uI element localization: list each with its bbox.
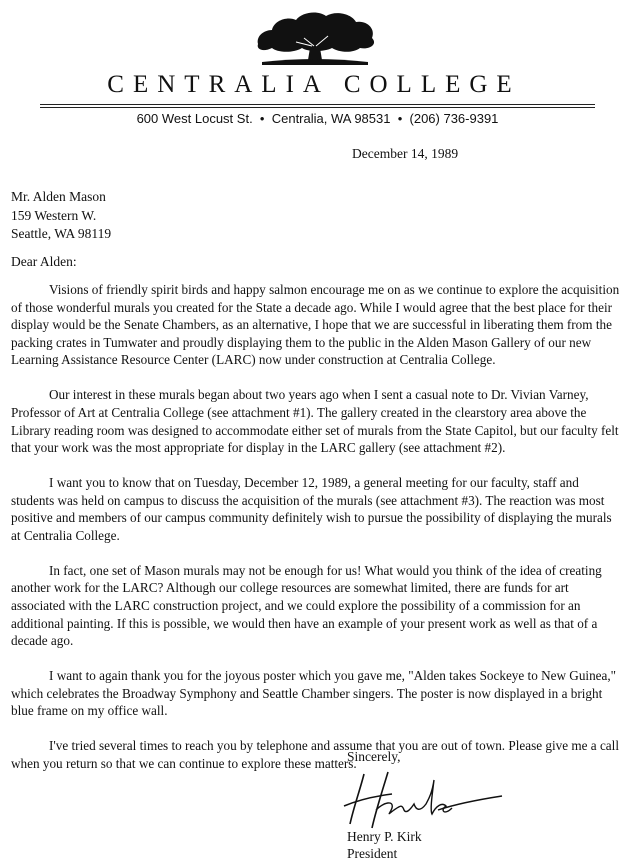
street-address: 600 West Locust St.	[136, 111, 253, 126]
letterhead-rule	[40, 107, 595, 108]
letterhead	[0, 0, 630, 140]
letterhead-rule	[40, 104, 595, 105]
body-paragraph: Visions of friendly spirit birds and happy salmon encourage me on as we continue to explore the acquisition of those wonderful murals you created for the State a decade ago. While I would agree that the best place for their display would be the Senate Chambers, as an alternative, I hope that we are successful in liberating them from the packing crates in Tumwater and proudly displaying them to the public in the Alden Mason Gallery of our new Learning Assistance Resource Center (LARC) now under construction at Centralia College.	[11, 282, 620, 368]
oak-tree-logo-icon	[252, 8, 378, 68]
phone-number: (206) 736-9391	[409, 111, 499, 126]
recipient-street: 159 Western W.	[11, 207, 97, 223]
body-paragraph: I've tried several times to reach you by telephone and assume that you are out of town. Please give me a call when you return so that we can continue to explore these matters.	[11, 738, 619, 772]
body-paragraph: In fact, one set of Mason murals may not be enough for us! What would you think of the idea of creating another work for the LARC? Although our college resources are somewhat limited, there are funds for art associated with the LARC construction project, and we could explore the possibility of a commission for an additional painting. If this is possible, we would then have an example of your present work as well as that of a decade ago.	[11, 562, 602, 649]
inside-address	[11, 188, 111, 244]
separator-bullet: •	[397, 111, 403, 126]
college-address-line	[40, 110, 595, 128]
signer-block	[347, 828, 422, 862]
letter-body	[11, 281, 623, 790]
body-paragraph: I want you to know that on Tuesday, December 12, 1989, a general meeting for our faculty, staff and students was held on campus to discuss the acquisition of the murals (see attachment #3). The reaction was most positive and members of our campus community definitely wish to pursue the possibility of displaying the murals at Centralia College.	[11, 475, 612, 543]
letter-date: December 14, 1989	[352, 146, 459, 161]
recipient-city: Seattle, WA 98119	[11, 226, 112, 241]
signer-name: Henry P. Kirk	[347, 829, 422, 844]
handwritten-signature	[336, 766, 506, 836]
signer-title: President	[347, 846, 398, 861]
salutation: Dear Alden:	[11, 254, 77, 269]
college-name: CENTRALIA COLLEGE	[107, 71, 521, 98]
separator-bullet: •	[259, 111, 265, 126]
complimentary-closing: Sincerely,	[347, 749, 401, 764]
body-paragraph: Our interest in these murals began about two years ago when I sent a casual note to Dr. Vivian Varney, Professor of Art at Centralia College (see attachment #1). The gallery created in the clearstory area above the Library reading room was designed to accommodate either set of murals from the State Capitol, but our faculty felt that your work was the most appropriate for display in the LARC gallery (see attachment #2).	[11, 387, 619, 456]
city-state-zip: Centralia, WA 98531	[271, 111, 391, 126]
recipient-name: Mr. Alden Mason	[11, 189, 106, 204]
body-paragraph: I want to again thank you for the joyous poster which you gave me, "Alden takes Sockeye to New Guinea," which celebrates the Broadway Symphony and Seattle Chamber singers. The poster is now displayed in a bright blue frame on my office wall.	[11, 668, 617, 719]
